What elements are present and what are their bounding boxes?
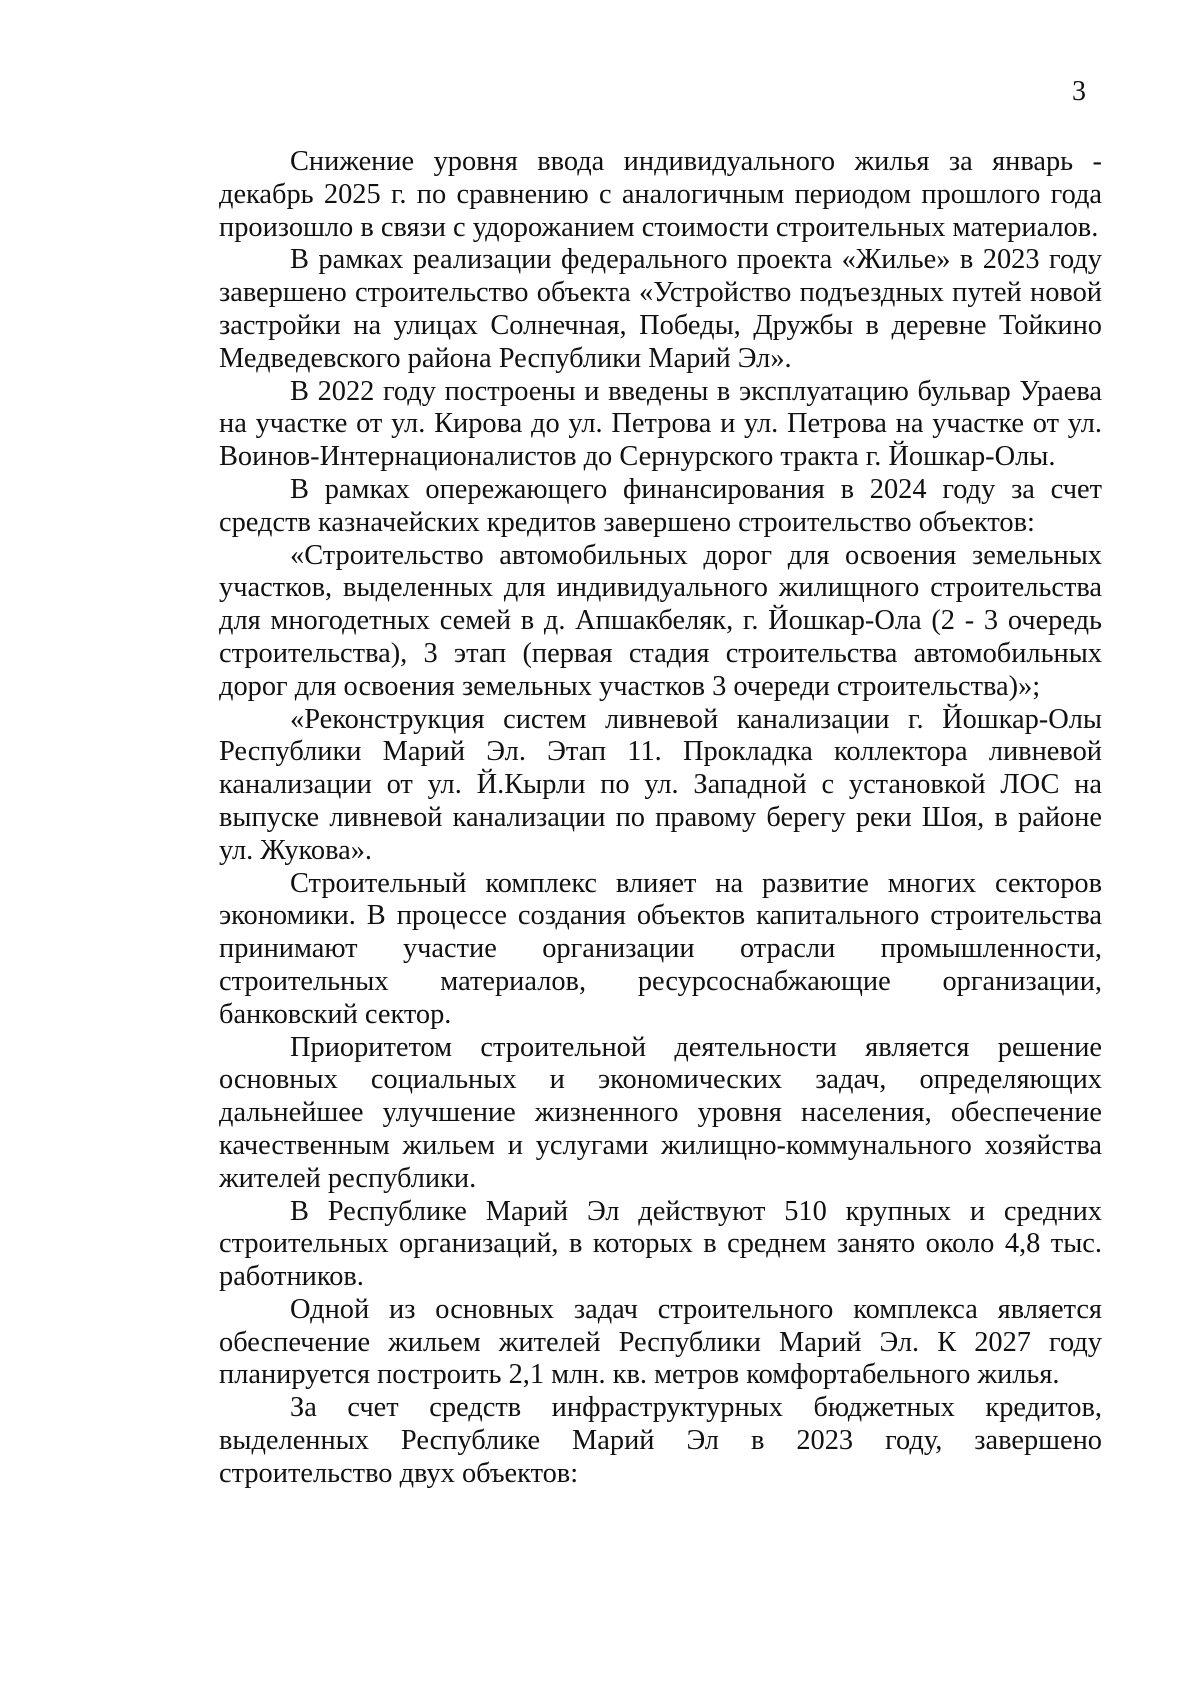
paragraph-housing-goal: Одной из основных задач строительного комплекса является обеспечение жильем жителей Республики Марий Эл. К 2027 году планируется построить 2,1 млн. кв. метров комфортабельного жилья. [219, 1293, 1102, 1391]
paragraph-organizations: В Республике Марий Эл действуют 510 крупных и средних строительных организаций, в которых в среднем занято около 4,8 тыс. работников. [219, 1195, 1102, 1293]
document-body [219, 146, 1102, 1491]
paragraph-infrastructure-credits: За счет средств инфраструктурных бюджетных кредитов, выделенных Республике Марий Эл в 2023 году, завершено строительство двух объектов: [219, 1392, 1102, 1489]
paragraph-zhilye-project: В рамках реализации федерального проекта «Жилье» в 2023 году завершено строительство объекта «Устройство подъездных путей новой застройки на улицах Солнечная, Победы, Дружбы в деревне Тойкино Медведевского района Республики Марий Эл». [219, 244, 1102, 374]
page-number: 3 [1072, 76, 1086, 107]
list-item-apshakbelyak-roads: «Строительство автомобильных дорог для освоения земельных участков, выделенных для индивидуального жилищного строительства для многодетных семей в д. Апшакбеляк, г. Йошкар-Ола (2 - 3 очередь строительства), 3 этап (первая стадия строительства автомобильных дорог для освоения земельных участков 3 очереди строительства)»; [219, 539, 1102, 702]
paragraph-priority: Приоритетом строительной деятельности является решение основных социальных и экономических задач, определяющих дальнейшее улучшение жизненного уровня населения, обеспечение качественным жильем и услугами жилищно-коммунального хозяйства жителей республики. [219, 1031, 1102, 1194]
paragraph-housing-decline: Снижение уровня ввода индивидуального жилья за январь - декабрь 2025 г. по сравнению с аналогичным периодом прошлого года произошло в связи с удорожанием стоимости строительных материалов. [219, 146, 1102, 243]
list-item-storm-sewer: «Реконструкция систем ливневой канализации г. Йошкар-Олы Республики Марий Эл. Этап 11. Прокладка коллектора ливневой канализации от ул. Й.Кырли по ул. Западной с установкой ЛОС на выпуске ливневой канализации по правому берегу реки Шоя, в районе ул. Жукова». [219, 703, 1102, 866]
paragraph-construction-complex: Строительный комплекс влияет на развитие многих секторов экономики. В процессе создания объектов капитального строительства принимают участие организации отрасли промышленности, строительных материалов, ресурсоснабжающие организации, банковский сектор. [219, 867, 1102, 1030]
paragraph-2022-roads: В 2022 году построены и введены в эксплуатацию бульвар Ураева на участке от ул. Кирова до ул. Петрова и ул. Петрова на участке от ул. Воинов-Интернационалистов до Сернурского тракта г. Йошкар-Олы. [219, 375, 1102, 473]
paragraph-advance-financing: В рамках опережающего финансирования в 2024 году за счет средств казначейских кредитов завершено строительство объектов: [219, 473, 1102, 538]
